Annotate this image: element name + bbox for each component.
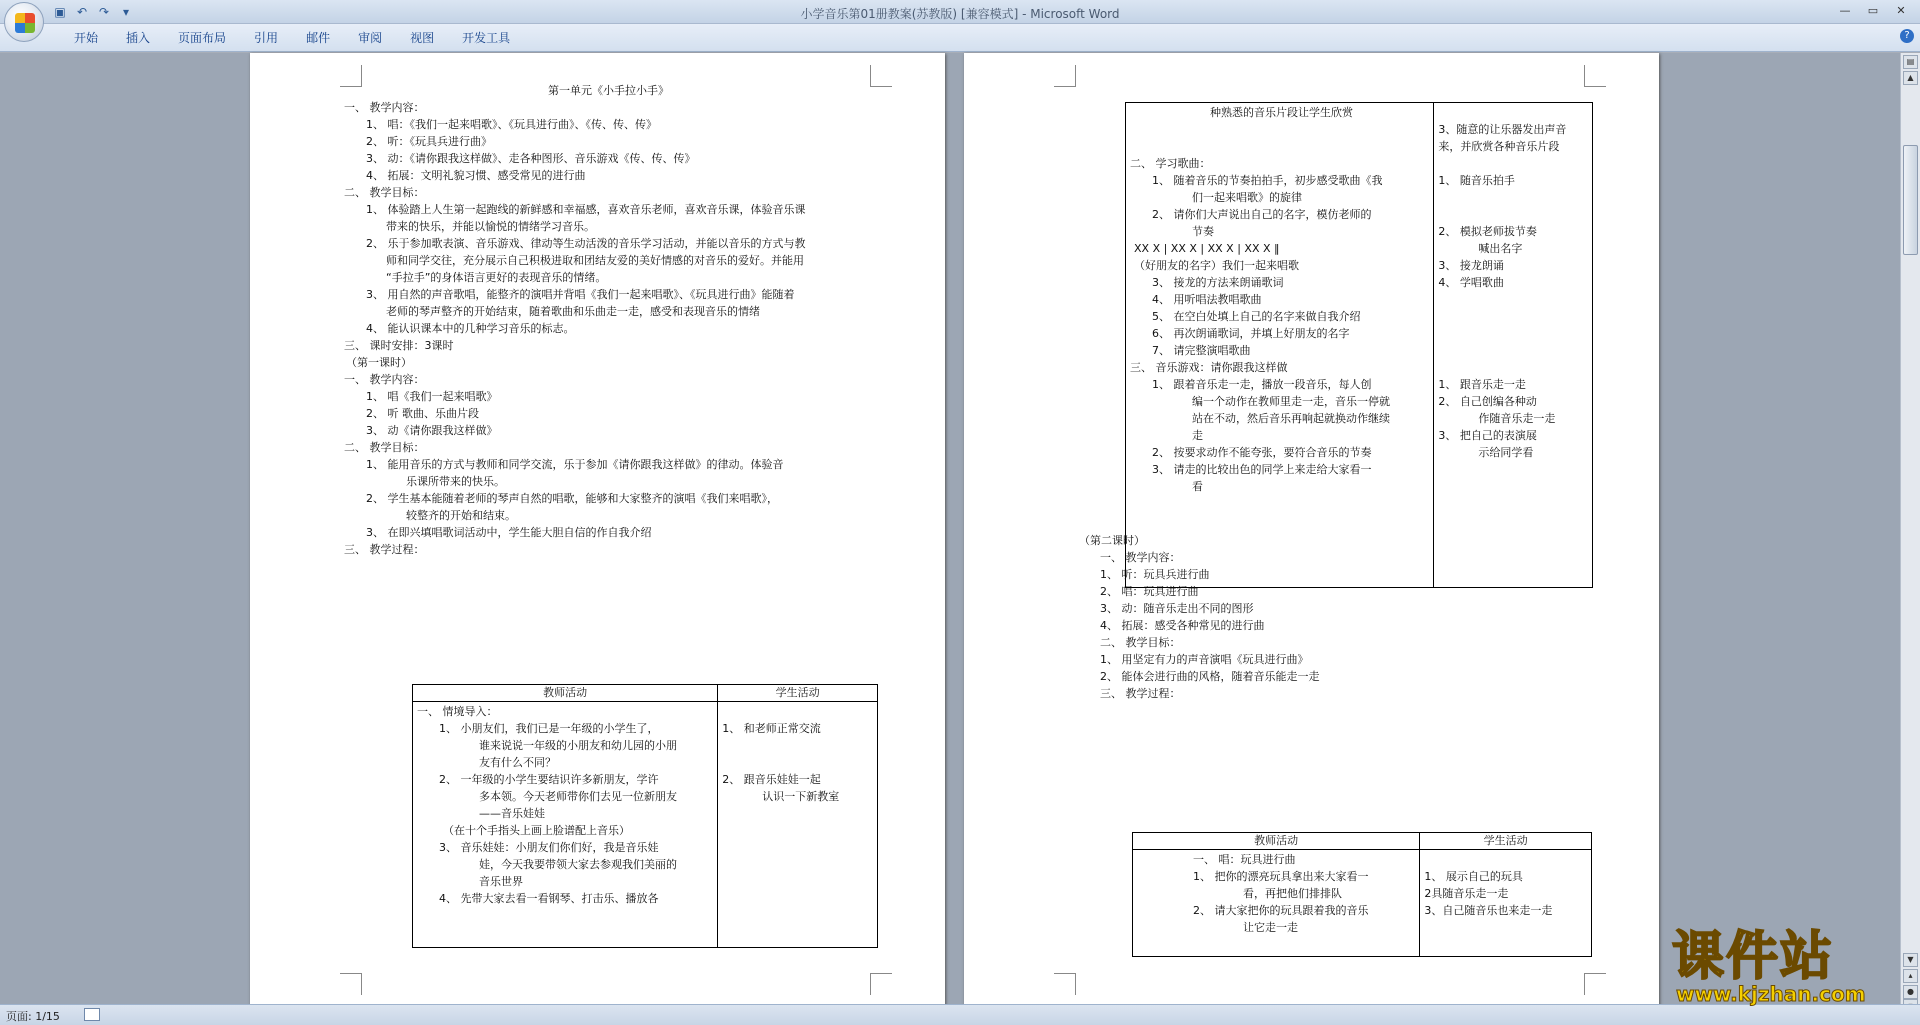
table-header-teacher: 教师活动 bbox=[1133, 833, 1420, 850]
text-line: 二、 教学目标： bbox=[344, 441, 425, 454]
text-line: 3、 用自然的声音歌唱，能整齐的演唱并背唱《我们一起来唱歌》、《玩具进行曲》能随着 bbox=[366, 288, 795, 301]
help-icon[interactable]: ? bbox=[1900, 29, 1914, 43]
document-page-2 bbox=[964, 53, 1659, 1013]
text-line: 4、 拓展：感受各种常见的进行曲 bbox=[1100, 619, 1265, 632]
text-line: 一、 情境导入： bbox=[417, 705, 498, 718]
text-line: 二、 教学目标： bbox=[344, 186, 425, 199]
text-line: （好朋友的名字）我们一起来唱歌 bbox=[1134, 259, 1299, 272]
margin-mark bbox=[1054, 65, 1076, 87]
text-line: 走 bbox=[1192, 429, 1203, 442]
text-line: 2、 能体会进行曲的风格，随着音乐能走一走 bbox=[1100, 670, 1320, 683]
text-line: （第二课时） bbox=[1079, 534, 1145, 547]
text-line: 2、 乐于参加歌表演、音乐游戏、律动等生动活泼的音乐学习活动，并能以音乐的方式与教 bbox=[366, 237, 806, 250]
text-line: 1、 唱《我们一起来唱歌》 bbox=[366, 390, 498, 403]
text-line: 看，再把他们排排队 bbox=[1243, 887, 1342, 900]
tab-mailings[interactable]: 邮件 bbox=[306, 31, 331, 45]
tab-home[interactable]: 开始 bbox=[74, 31, 99, 45]
watermark-url: www.kjzhan.com bbox=[1676, 982, 1866, 1006]
tab-view[interactable]: 视图 bbox=[410, 31, 435, 45]
text-line: 3、 音乐娃娃：小朋友们你们好，我是音乐娃 bbox=[439, 841, 659, 854]
text-line: 乐课所带来的快乐。 bbox=[406, 475, 505, 488]
text-line: 老师的琴声整齐的开始结束，随着歌曲和乐曲走一走，感受和表现音乐的情绪 bbox=[386, 305, 760, 318]
text-line: 4、 拓展：文明礼貌习惯、感受常见的进行曲 bbox=[366, 169, 586, 182]
student-activity-cell bbox=[1434, 103, 1593, 588]
text-line: 3、 动：随音乐走出不同的图形 bbox=[1100, 602, 1254, 615]
scroll-up-icon[interactable]: ▲ bbox=[1903, 71, 1918, 85]
text-line: 友有什么不同？ bbox=[479, 756, 556, 769]
text-line: 三、 音乐游戏：请你跟我这样做 bbox=[1130, 361, 1288, 374]
minimize-icon[interactable]: — bbox=[1839, 4, 1851, 17]
text-line: 看 bbox=[1192, 480, 1203, 493]
lesson-table-1 bbox=[412, 684, 878, 948]
close-icon[interactable]: ✕ bbox=[1896, 4, 1906, 17]
text-line: ——音乐娃娃 bbox=[479, 807, 545, 820]
text-line: 节奏 bbox=[1192, 225, 1214, 238]
text-line: 种熟悉的音乐片段让学生欣赏 bbox=[1210, 106, 1353, 119]
previous-page-icon[interactable]: ▴ bbox=[1903, 969, 1918, 983]
text-line: 2、 唱：玩具进行曲 bbox=[1100, 585, 1199, 598]
text-line: （在十个手指头上画上脸谱配上音乐） bbox=[443, 824, 630, 837]
tab-references[interactable]: 引用 bbox=[254, 31, 279, 45]
ribbon-tabs bbox=[60, 29, 524, 47]
text-line: 2、 听：《玩具兵进行曲》 bbox=[366, 135, 492, 148]
text-line: 谁来说说一年级的小朋友和幼儿园的小朋 bbox=[479, 739, 677, 752]
text-line: 1、 展示自己的玩具 bbox=[1424, 870, 1523, 883]
lesson-table-continued bbox=[1125, 102, 1593, 588]
window-title: 小学音乐第01册教案(苏教版) [兼容模式] - Microsoft Word bbox=[800, 7, 1120, 21]
text-line: XX X | XX X | XX X | XX X ‖ bbox=[1134, 242, 1280, 255]
text-line: 3、 在即兴填唱歌词活动中，学生能大胆自信的作自我介绍 bbox=[366, 526, 652, 539]
text-line: 三、 教学过程： bbox=[344, 543, 425, 556]
text-line: 4、 先带大家去看一看钢琴、打击乐、播放各 bbox=[439, 892, 659, 905]
text-line: 3、 接龙朗诵 bbox=[1438, 259, 1504, 272]
text-line: 1、 随音乐拍手 bbox=[1438, 174, 1515, 187]
text-line: 1、 跟着音乐走一走，播放一段音乐，每人创 bbox=[1152, 378, 1372, 391]
text-line: 作随音乐走一走 bbox=[1478, 412, 1556, 425]
margin-mark bbox=[870, 65, 892, 87]
text-line: 编一个动作在教师里走一走，音乐一停就 bbox=[1192, 395, 1390, 408]
text-line: 2、 按要求动作不能夸张，要符合音乐的节奏 bbox=[1152, 446, 1372, 459]
text-line: 2、 请大家把你的玩具跟着我的音乐 bbox=[1193, 904, 1369, 917]
text-line: 1、 把你的漂亮玩具拿出来大家看一 bbox=[1193, 870, 1369, 883]
text-line: 二、 学习歌曲： bbox=[1130, 157, 1211, 170]
text-line: 带来的快乐，并能以愉悦的情绪学习音乐。 bbox=[386, 220, 595, 233]
text-line: 1、 跟音乐走一走 bbox=[1438, 378, 1526, 391]
margin-mark bbox=[340, 65, 362, 87]
text-line: 1、 用坚定有力的声音演唱《玩具进行曲》 bbox=[1100, 653, 1309, 666]
text-line: 3、 动《请你跟我这样做》 bbox=[366, 424, 498, 437]
text-line: 5、 在空白处填上自己的名字来做自我介绍 bbox=[1152, 310, 1361, 323]
text-line: 第一单元《小手拉小手》 bbox=[548, 84, 669, 97]
office-logo-icon bbox=[15, 13, 35, 33]
text-line: 2、 跟音乐娃娃一起 bbox=[722, 773, 821, 786]
text-line: 1、 能用音乐的方式与教师和同学交流，乐于参加《请你跟我这样做》的律动。体验音 bbox=[366, 458, 784, 471]
margin-mark bbox=[340, 973, 362, 995]
tab-review[interactable]: 审阅 bbox=[358, 31, 383, 45]
student-activity-cell bbox=[1420, 850, 1592, 957]
text-line: 喊出名字 bbox=[1478, 242, 1523, 255]
text-line: 3、 把自己的表演展 bbox=[1438, 429, 1537, 442]
margin-mark bbox=[1584, 65, 1606, 87]
text-line: 一、 教学内容： bbox=[344, 373, 425, 386]
browse-object-icon[interactable]: ● bbox=[1903, 985, 1918, 999]
text-line: 4、 用听唱法教唱歌曲 bbox=[1152, 293, 1262, 306]
watermark-text: 课件站 bbox=[1672, 927, 1835, 987]
vertical-scrollbar[interactable] bbox=[1900, 53, 1920, 1013]
kjzhan-watermark bbox=[1672, 928, 1904, 1004]
text-line: 站在不动，然后音乐再响起就换动作继续 bbox=[1192, 412, 1390, 425]
text-line: 2、 学生基本能随着老师的琴声自然的唱歌，能够和大家整齐的演唱《我们来唱歌》， bbox=[366, 492, 778, 505]
text-line: 1、 体验踏上人生第一起跑线的新鲜感和幸福感，喜欢音乐老师，喜欢音乐课，体验音乐课 bbox=[366, 203, 806, 216]
proofing-icon[interactable] bbox=[84, 1008, 100, 1021]
text-line: 们一起来唱歌》的旋律 bbox=[1192, 191, 1302, 204]
teacher-activity-cell bbox=[1126, 103, 1434, 588]
text-line: 1、 随着音乐的节奏拍拍手，初步感受歌曲《我 bbox=[1152, 174, 1383, 187]
text-line: 3、 动：《请你跟我这样做》、走各种图形、音乐游戏《传、传、传》 bbox=[366, 152, 696, 165]
text-line: 来，并欣赏各种音乐片段 bbox=[1438, 140, 1560, 153]
teacher-activity-cell bbox=[413, 702, 718, 948]
text-line: 2、 自己创编各种动 bbox=[1438, 395, 1537, 408]
tab-page-layout[interactable]: 页面布局 bbox=[178, 31, 227, 45]
teacher-activity-cell bbox=[1133, 850, 1420, 957]
office-button[interactable] bbox=[4, 2, 44, 42]
text-line: 3、 接龙的方法来朗诵歌词 bbox=[1152, 276, 1284, 289]
undo-icon[interactable]: ↶ bbox=[76, 5, 88, 19]
text-line: 3、自己随音乐也来走一走 bbox=[1424, 904, 1553, 917]
document-page-1 bbox=[250, 53, 945, 1013]
table-header-student: 学生活动 bbox=[718, 685, 878, 702]
text-line: 示给同学看 bbox=[1478, 446, 1534, 459]
margin-mark bbox=[1054, 973, 1076, 995]
text-line: 6、 再次朗诵歌词，并填上好朋友的名字 bbox=[1152, 327, 1350, 340]
text-line: 1、 唱：《我们一起来唱歌》、《玩具进行曲》、《传、传、传》 bbox=[366, 118, 657, 131]
redo-icon[interactable]: ↷ bbox=[98, 5, 110, 19]
text-line: 2、 请你们大声说出自己的名字，模仿老师的 bbox=[1152, 208, 1372, 221]
text-line: 1、 听：玩具兵进行曲 bbox=[1100, 568, 1210, 581]
document-area bbox=[0, 53, 1900, 1013]
text-line: 娃，今天我要带领大家去参观我们美丽的 bbox=[479, 858, 677, 871]
text-line: 2、 听 歌曲、乐曲片段 bbox=[366, 407, 479, 420]
text-line: 一、 教学内容： bbox=[344, 101, 425, 114]
text-line: 7、 请完整演唱歌曲 bbox=[1152, 344, 1251, 357]
scroll-down-icon[interactable]: ▼ bbox=[1903, 953, 1918, 967]
text-line: 较整齐的开始和结束。 bbox=[406, 509, 516, 522]
lesson-table-2 bbox=[1132, 832, 1592, 957]
title-bar bbox=[0, 0, 1920, 24]
text-line: （第一课时） bbox=[346, 356, 412, 369]
text-line: 1、 和老师正常交流 bbox=[722, 722, 821, 735]
text-line: 2、 模拟老师拔节奏 bbox=[1438, 225, 1537, 238]
tab-developer[interactable]: 开发工具 bbox=[462, 31, 511, 45]
text-line: 一、 教学内容： bbox=[1100, 551, 1181, 564]
text-line: 二、 教学目标： bbox=[1100, 636, 1181, 649]
scroll-thumb[interactable] bbox=[1903, 145, 1918, 255]
text-line: 4、 能认识课本中的几种学习音乐的标志。 bbox=[366, 322, 575, 335]
text-line: 三、 课时安排：3课时 bbox=[344, 339, 454, 352]
table-header-student: 学生活动 bbox=[1420, 833, 1592, 850]
table-header-teacher: 教师活动 bbox=[413, 685, 718, 702]
text-line: 三、 教学过程： bbox=[1100, 687, 1181, 700]
status-bar bbox=[0, 1004, 1920, 1025]
page-count[interactable]: 页面: 1/15 bbox=[6, 1010, 60, 1023]
text-line: 4、 学唱歌曲 bbox=[1438, 276, 1504, 289]
text-line: “手拉手”的身体语言更好的表现音乐的情绪。 bbox=[386, 271, 607, 284]
customize-qat-icon[interactable]: ▾ bbox=[122, 5, 130, 19]
text-line: 一、 唱：玩具进行曲 bbox=[1193, 853, 1296, 866]
text-line: 认识一下新教室 bbox=[762, 790, 840, 803]
save-icon[interactable]: ▣ bbox=[54, 5, 66, 19]
window-controls bbox=[1832, 3, 1914, 19]
ruler-toggle-icon[interactable]: ▤ bbox=[1903, 55, 1918, 69]
student-activity-cell bbox=[718, 702, 878, 948]
text-line: 2具随音乐走一走 bbox=[1424, 887, 1509, 900]
tab-insert[interactable]: 插入 bbox=[126, 31, 151, 45]
text-line: 多本领。今天老师带你们去见一位新朋友 bbox=[479, 790, 677, 803]
text-line: 让它走一走 bbox=[1243, 921, 1298, 934]
margin-mark bbox=[870, 973, 892, 995]
text-line: 3、随意的让乐器发出声音 bbox=[1438, 123, 1567, 136]
text-line: 音乐世界 bbox=[479, 875, 523, 888]
text-line: 1、 小朋友们，我们已是一年级的小学生了， bbox=[439, 722, 659, 735]
maximize-icon[interactable]: ▭ bbox=[1867, 4, 1879, 17]
margin-mark bbox=[1584, 973, 1606, 995]
text-line: 2、 一年级的小学生要结识许多新朋友，学许 bbox=[439, 773, 659, 786]
text-line: 3、 请走的比较出色的同学上来走给大家看一 bbox=[1152, 463, 1372, 476]
ribbon bbox=[0, 24, 1920, 52]
text-line: 师和同学交往，充分展示自己积极进取和团结友爱的美好情感的对音乐的爱好。并能用 bbox=[386, 254, 804, 267]
